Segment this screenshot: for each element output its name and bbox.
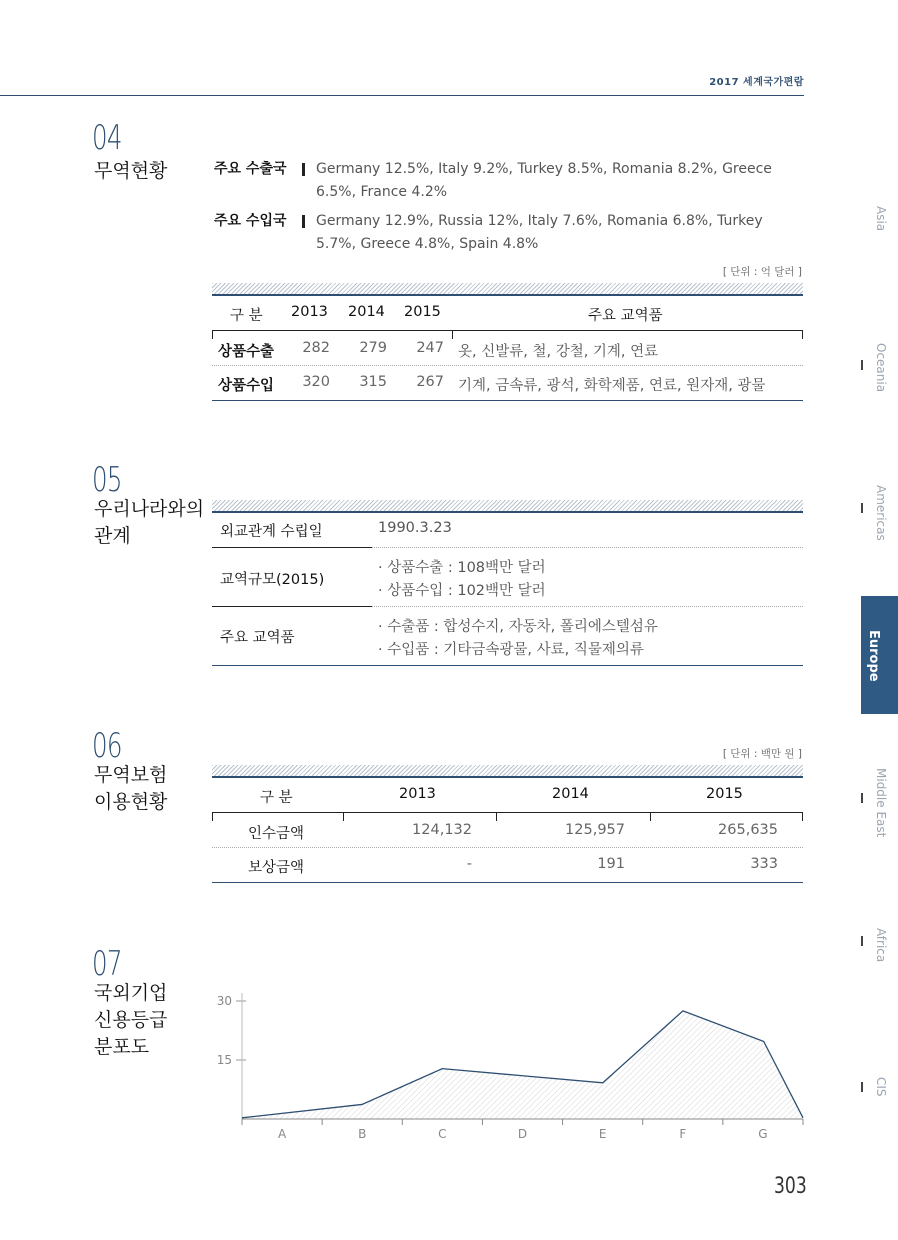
section-number-06: 06 (92, 726, 122, 766)
export-text: Germany 12.5%, Italy 9.2%, Turkey 8.5%, Romania 8.2%, Greece 6.5%, France 4.2% (316, 161, 772, 200)
col-header-2013: 2013 (291, 304, 328, 320)
title-line: 관계 (94, 525, 131, 547)
x-tick-label: D (517, 1127, 528, 1141)
title-line: 분포도 (94, 1036, 150, 1058)
section-title-relations (94, 496, 204, 550)
x-tick-label: C (438, 1127, 447, 1141)
table-bottom-rule (212, 400, 803, 401)
x-tick-label: F (679, 1127, 687, 1141)
cell-value: 282 (302, 340, 330, 356)
row-label-import: 상품수입 (218, 378, 275, 394)
side-tab-europe-label: Europe (866, 630, 881, 682)
side-tab-tick (861, 503, 863, 513)
side-tab-oceania[interactable]: Oceania (874, 343, 888, 393)
book-title: 2017 세계국가편람 (709, 77, 804, 88)
col-tick (496, 812, 497, 821)
label-rule (212, 547, 372, 548)
col-header-2013: 2013 (399, 786, 436, 802)
row-label-underwriting: 인수금액 (248, 826, 305, 842)
label-bar (302, 163, 305, 176)
cell-value: - (466, 856, 472, 872)
area-fill (242, 1011, 803, 1119)
import-label: 주요 수입국 (214, 213, 287, 229)
y-tick-label: 30 (216, 994, 232, 1008)
row-divider (212, 365, 803, 366)
title-line: 무역보험 (94, 764, 168, 786)
export-items-line: · 수출품 : 합성수지, 자동차, 폴리에스텔섬유 (378, 619, 658, 635)
export-countries-row (214, 158, 803, 204)
row-label-diplomatic: 외교관계 수립일 (220, 524, 323, 540)
col-header-items: 주요 교역품 (588, 308, 663, 324)
title-line: 신용등급 (94, 1009, 168, 1031)
row-label-export: 상품수출 (218, 344, 275, 360)
title-line: 국외기업 (94, 982, 168, 1004)
section-title-trade: 무역현황 (94, 160, 168, 182)
title-line: 우리나라와의 (94, 498, 205, 520)
x-tick-label: E (598, 1127, 607, 1141)
side-tab-tick (861, 936, 863, 946)
import-items-line: · 수입품 : 기타금속광물, 사료, 직물제의류 (378, 642, 644, 658)
y-tick-label: 15 (216, 1053, 232, 1067)
cell-value: 267 (416, 374, 444, 390)
cell-value: 265,635 (718, 822, 778, 838)
table-top-rule (212, 294, 803, 296)
col-header-2014: 2014 (348, 304, 385, 320)
section-title-insurance (94, 762, 167, 816)
col-header-2015: 2015 (404, 304, 441, 320)
page-number: 303 (774, 1174, 807, 1199)
cell-value: 247 (416, 340, 444, 356)
side-tab-americas[interactable]: Americas (874, 485, 888, 541)
unit-label: [ 단위 : 억 달러 ] (722, 266, 802, 278)
col-header-2015: 2015 (706, 786, 743, 802)
table-bottom-rule (212, 665, 803, 666)
section-number-05: 05 (92, 460, 122, 500)
credit-rating-chart (210, 985, 810, 1145)
trade-export-line: · 상품수출 : 108백만 달러 (378, 560, 546, 576)
header-bottom-rule (212, 812, 803, 813)
import-text: Germany 12.9%, Russia 12%, Italy 7.6%, Romania 6.8%, Turkey 5.7%, Greece 4.8%, Spain 4.8% (316, 213, 763, 252)
col-tick (802, 330, 803, 339)
table-hatch-band (212, 500, 803, 511)
col-tick (212, 330, 213, 339)
header-divider (0, 95, 804, 96)
trade-import-line: · 상품수입 : 102백만 달러 (378, 583, 546, 599)
side-tab-asia[interactable]: Asia (874, 206, 888, 232)
section-number-04: 04 (92, 118, 122, 158)
import-countries-row (214, 210, 803, 256)
side-tab-tick (861, 1082, 863, 1092)
section-title-credit (94, 980, 167, 1061)
row-divider (372, 547, 803, 548)
col-header-category: 구 분 (230, 308, 263, 324)
cell-value: 315 (359, 374, 387, 390)
col-header-category: 구 분 (260, 790, 293, 806)
diplomatic-date: 1990.3.23 (378, 520, 452, 536)
row-label-compensation: 보상금액 (248, 860, 305, 876)
col-tick (802, 812, 803, 821)
col-tick (650, 812, 651, 821)
cell-items: 기계, 금속류, 광석, 화학제품, 연료, 원자재, 광물 (458, 378, 766, 394)
side-tab-tick (861, 360, 863, 370)
row-divider (372, 606, 803, 607)
row-divider (212, 847, 803, 848)
label-rule (212, 606, 372, 607)
cell-items: 옷, 신발류, 철, 강철, 기계, 연료 (458, 344, 659, 360)
table-hatch-band (212, 283, 803, 294)
table-top-rule (212, 511, 803, 513)
cell-value: 124,132 (412, 822, 472, 838)
cell-value: 279 (359, 340, 387, 356)
cell-value: 191 (597, 856, 625, 872)
side-tab-tick (861, 793, 863, 803)
label-bar (302, 215, 305, 228)
row-label-main-items: 주요 교역품 (220, 630, 295, 646)
col-header-2014: 2014 (552, 786, 589, 802)
section-number-07: 07 (92, 944, 122, 984)
x-tick-label: B (358, 1127, 367, 1141)
cell-value: 333 (750, 856, 778, 872)
x-tick-label: G (758, 1127, 768, 1141)
x-tick-label: A (277, 1127, 287, 1141)
unit-label: [ 단위 : 백만 원 ] (722, 748, 802, 760)
export-label: 주요 수출국 (214, 161, 287, 177)
col-tick (212, 812, 213, 821)
table-hatch-band (212, 765, 803, 776)
side-tab-africa[interactable]: Africa (874, 928, 888, 963)
row-label-trade-size: 교역규모(2015) (220, 572, 325, 588)
title-line: 이용현황 (94, 791, 168, 813)
cell-value: 125,957 (565, 822, 625, 838)
cell-value: 320 (302, 374, 330, 390)
side-tab-cis[interactable]: CIS (874, 1077, 888, 1097)
side-tab-middle-east[interactable]: Middle East (874, 768, 888, 838)
header-bottom-rule (212, 330, 803, 331)
table-bottom-rule (212, 882, 803, 883)
col-tick (343, 812, 344, 821)
table-top-rule (212, 776, 803, 778)
col-tick (452, 330, 453, 339)
